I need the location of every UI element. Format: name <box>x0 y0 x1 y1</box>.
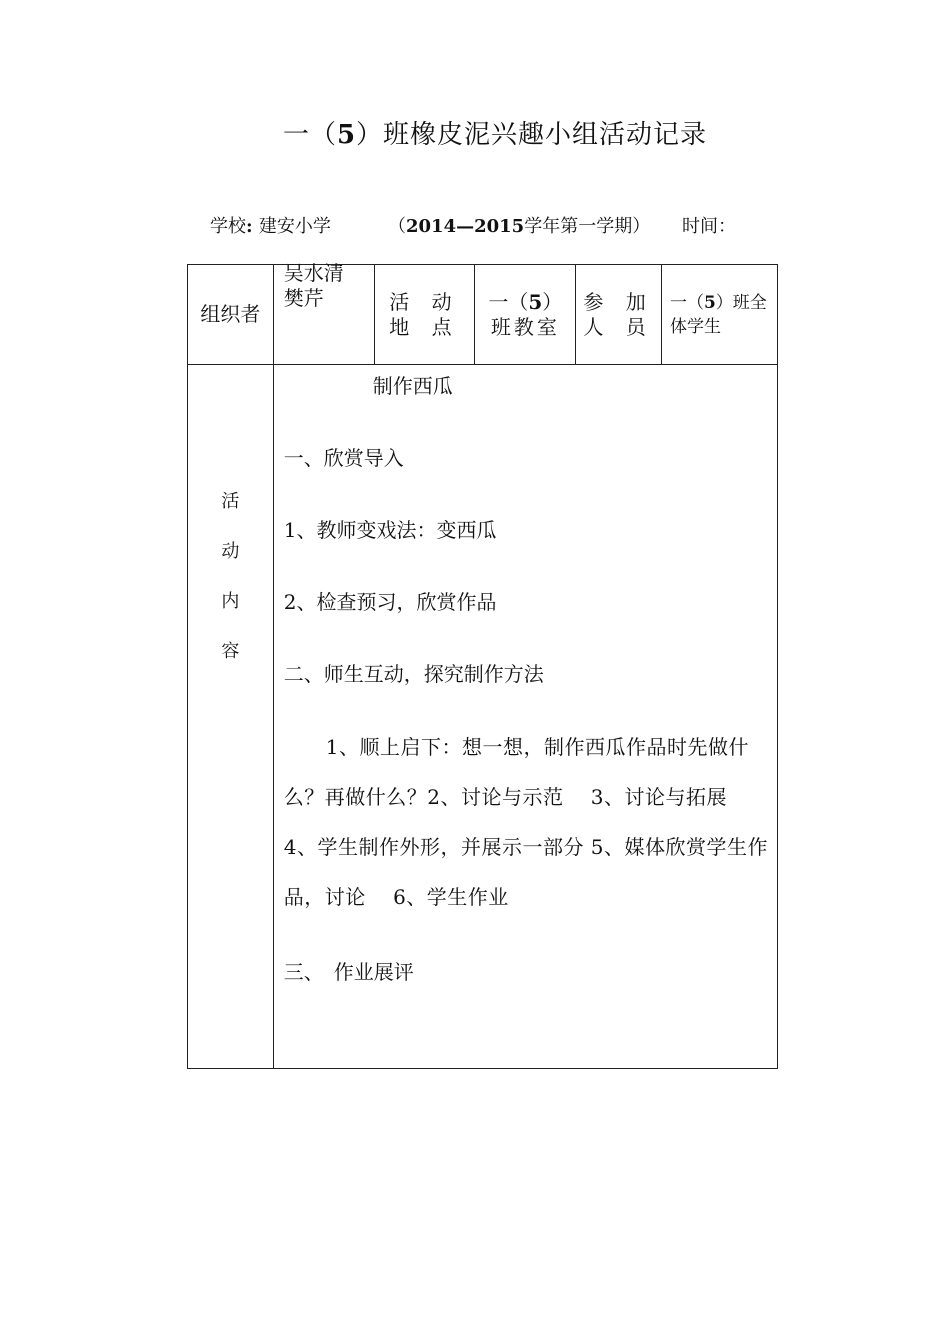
place-suffix: ） <box>542 289 563 314</box>
page-title <box>0 114 950 151</box>
content-label <box>188 365 274 1069</box>
section-1-heading: 一、欣赏导入 <box>283 446 404 470</box>
place-value <box>475 265 576 365</box>
school-label: 学校 <box>210 216 246 237</box>
participants-class-number: 5 <box>703 292 716 313</box>
term-years: 2014—2015 <box>406 216 525 237</box>
place-label <box>374 265 475 365</box>
time-label: 时间： <box>682 216 736 237</box>
place-class-number: 5 <box>528 289 543 314</box>
place-line-2: 班教室 <box>490 314 560 339</box>
participants-line-1 <box>670 291 777 315</box>
activity-topic: 制作西瓜 <box>372 374 453 398</box>
content-label-char-4: 容 <box>221 641 240 662</box>
section-2-heading: 二、师生互动，探究制作方法 <box>283 662 544 686</box>
place-label-line-1: 活 动 <box>389 289 460 314</box>
term-text: 学年第一学期） <box>524 216 651 237</box>
item-1: 1、教师变戏法：变西瓜 <box>283 518 497 542</box>
title-class-number: 5 <box>336 120 357 150</box>
organizer-names <box>273 261 374 365</box>
participants-label-line-1: 参 加 <box>583 289 654 314</box>
place-line-1 <box>475 290 575 315</box>
participants-label <box>576 265 662 365</box>
school-info <box>210 212 331 238</box>
school-name: 建安小学 <box>258 216 331 237</box>
item-2: 2、检查预习，欣赏作品 <box>283 590 497 614</box>
place-label-line-2: 地 点 <box>389 314 460 339</box>
participants-line-2: 体学生 <box>669 316 721 337</box>
participants-value <box>661 265 777 365</box>
method-paragraph: 1、顺上启下：想一想，制作西瓜作品时先做什么？再做什么？2、讨论与示范 3、讨论与拓展 4、学生制作外形，并展示一部分 5、媒体欣赏学生作品，讨论 6、学生作业 <box>283 735 769 909</box>
organizer-label: 组织者 <box>188 265 274 365</box>
term-info <box>388 212 650 238</box>
title-suffix: ）班橡皮泥兴趣小组活动记录 <box>356 120 708 150</box>
activity-content <box>273 365 777 1069</box>
participants-prefix: 一（ <box>669 292 704 313</box>
organizer-name-1: 吴水清 <box>283 261 344 285</box>
header-row <box>188 265 778 365</box>
participants-label-line-2: 人 员 <box>583 314 654 339</box>
activity-record-table <box>187 261 778 1069</box>
content-row <box>188 365 778 1069</box>
participants-suffix: ）班全 <box>715 292 767 313</box>
place-prefix: 一（ <box>488 289 529 314</box>
content-label-char-2: 动 <box>221 541 240 562</box>
organizer-name-2: 樊芹 <box>283 286 324 310</box>
content-label-char-1: 活 <box>221 491 240 512</box>
school-separator: : <box>246 216 259 237</box>
content-label-char-3: 内 <box>221 591 240 612</box>
title-prefix: 一（ <box>282 120 337 150</box>
term-open: （ <box>388 216 406 237</box>
section-3-heading: 三、 作业展评 <box>283 960 414 984</box>
